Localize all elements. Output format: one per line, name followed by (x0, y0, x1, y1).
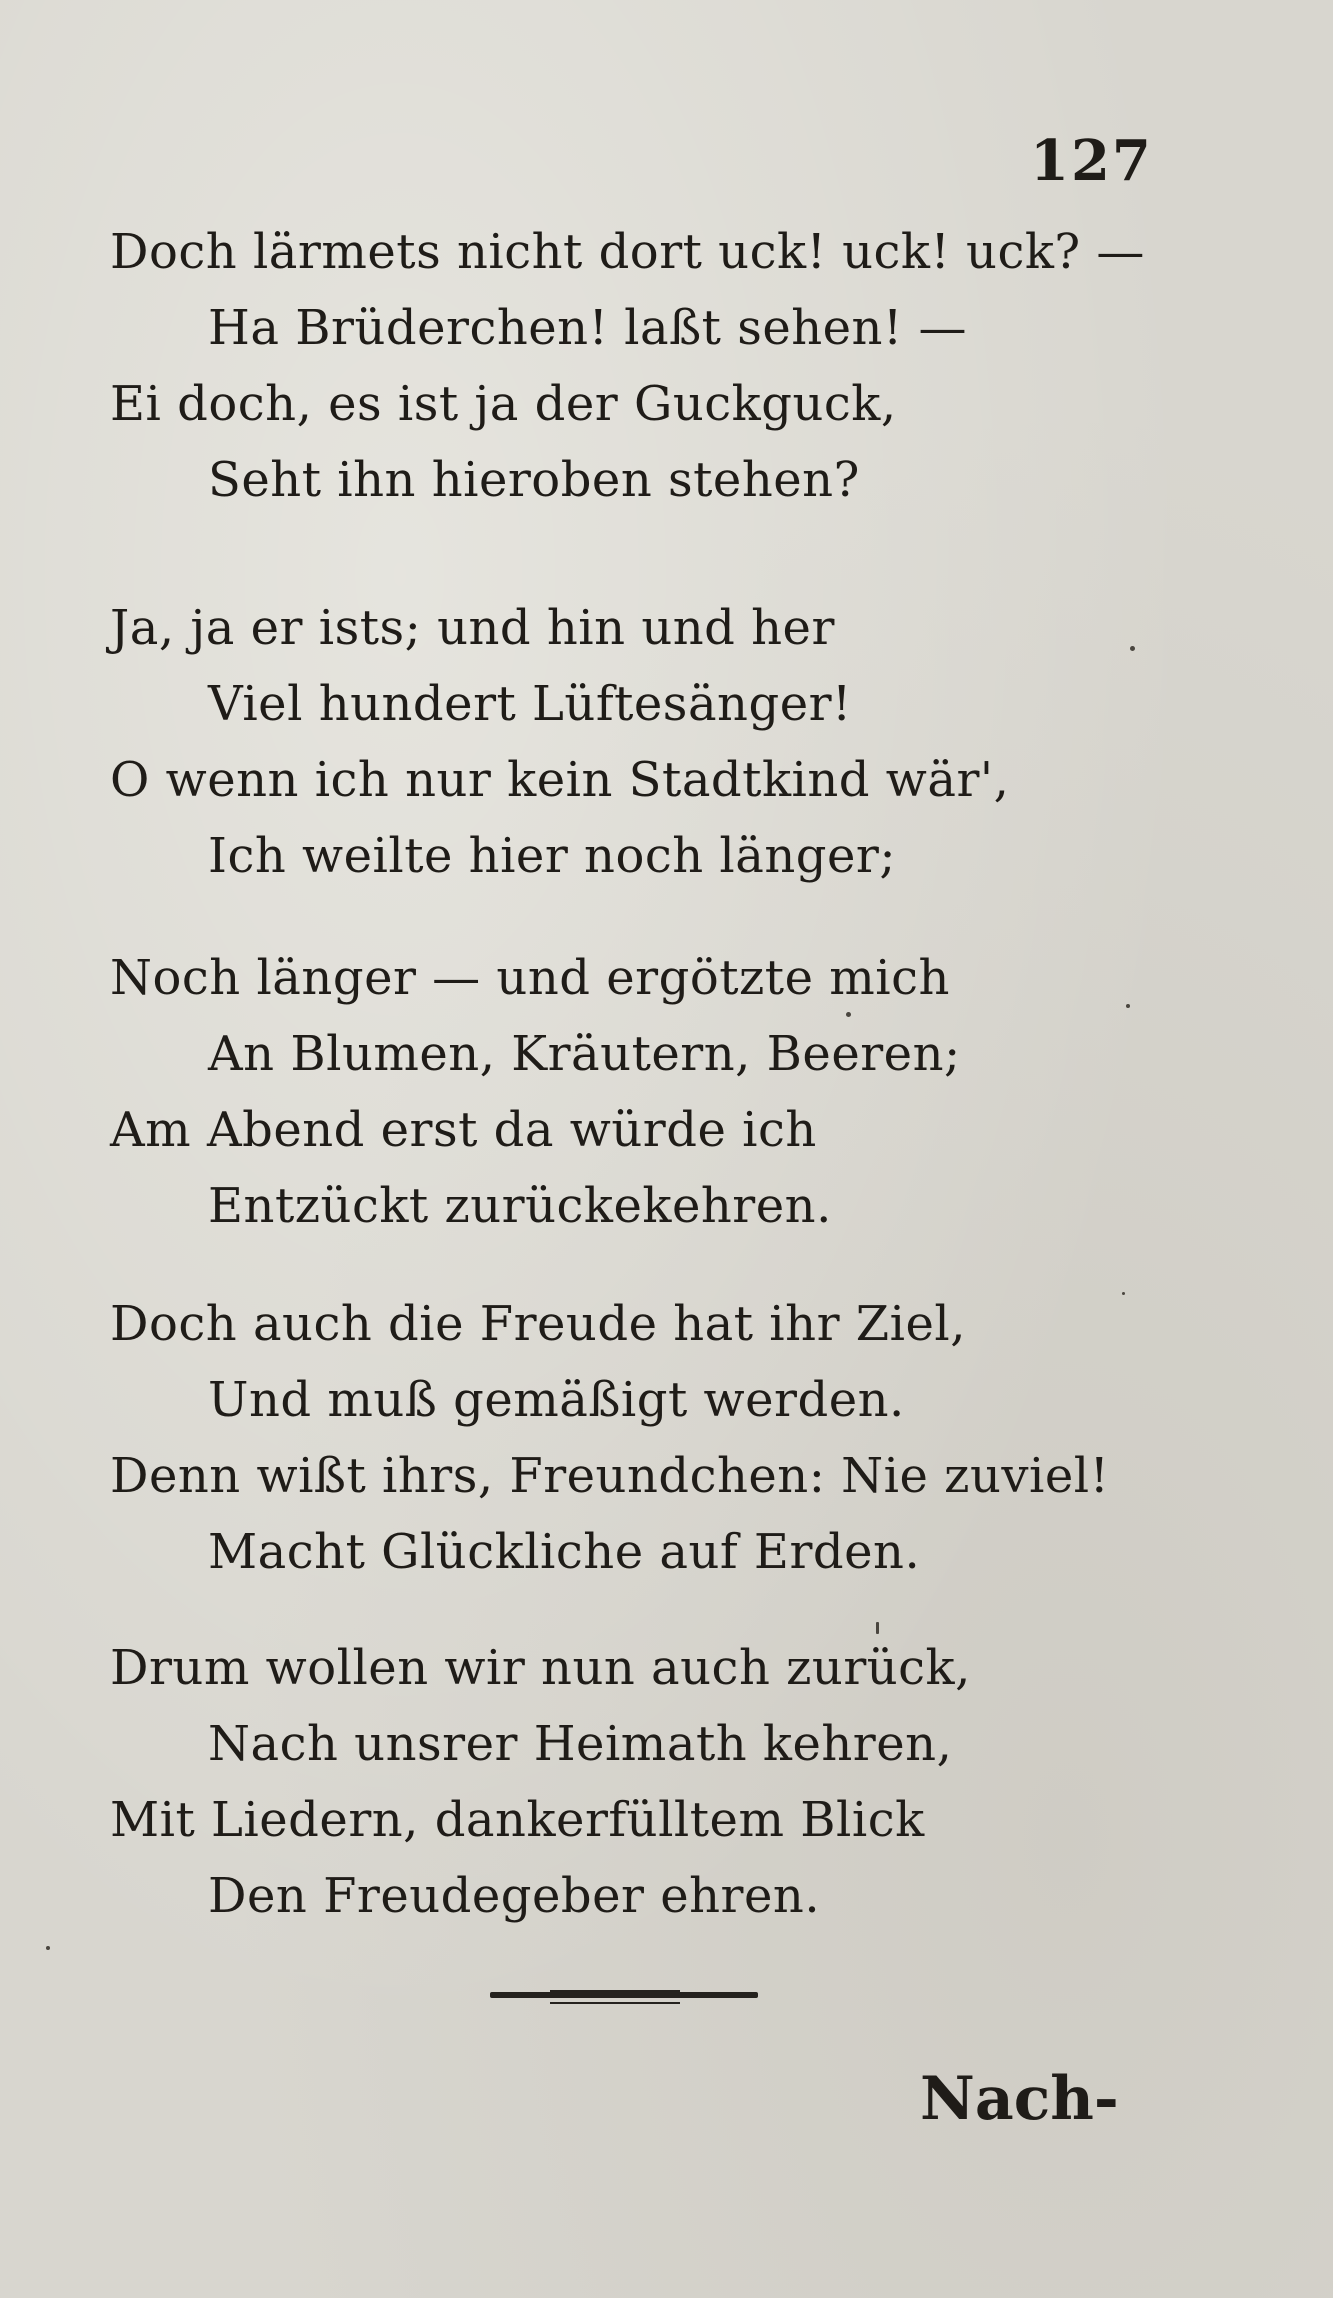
poem-line: O wenn ich nur kein Stadtkind wär', (110, 752, 1010, 808)
paper-speck (1122, 1292, 1125, 1295)
paper-speck (1130, 646, 1135, 651)
paper-speck (1126, 1004, 1130, 1008)
poem-line: Doch lärmets nicht dort uck! uck! uck? — (110, 224, 1145, 280)
page-number: 127 (1030, 128, 1153, 194)
poem-line: Und muß gemäßigt werden. (208, 1372, 905, 1428)
catchword: Nach- (920, 2064, 1119, 2134)
poem-line: Noch länger — und ergötzte mich (110, 950, 950, 1006)
poem-line: Den Freudegeber ehren. (208, 1868, 821, 1924)
poem-line: Viel hundert Lüftesänger! (208, 676, 852, 732)
ornamental-rule (490, 1992, 758, 1998)
paper-speck (846, 1012, 851, 1017)
poem-line: Ei doch, es ist ja der Guckguck, (110, 376, 897, 432)
poem-line: Mit Liedern, dankerfülltem Blick (110, 1792, 925, 1848)
poem-line: Nach unsrer Heimath kehren, (208, 1716, 953, 1772)
poem-line: Macht Glückliche auf Erden. (208, 1524, 921, 1580)
poem-line: An Blumen, Kräutern, Beeren; (208, 1026, 961, 1082)
poem-line: Ja, ja er ists; und hin und her (110, 600, 835, 656)
poem-line: Seht ihn hieroben stehen? (208, 452, 860, 508)
poem-line: Ha Brüderchen! laßt sehen! — (208, 300, 968, 356)
paper-speck (46, 1946, 50, 1950)
poem-line: Doch auch die Freude hat ihr Ziel, (110, 1296, 966, 1352)
paper-speck (876, 1622, 879, 1634)
poem-line: Entzückt zurückekehren. (208, 1178, 832, 1234)
poem-line: Ich weilte hier noch länger; (208, 828, 897, 884)
poem-line: Drum wollen wir nun auch zurück, (110, 1640, 971, 1696)
poem-line: Am Abend erst da würde ich (110, 1102, 817, 1158)
poem-line: Denn wißt ihrs, Freundchen: Nie zuviel! (110, 1448, 1110, 1504)
